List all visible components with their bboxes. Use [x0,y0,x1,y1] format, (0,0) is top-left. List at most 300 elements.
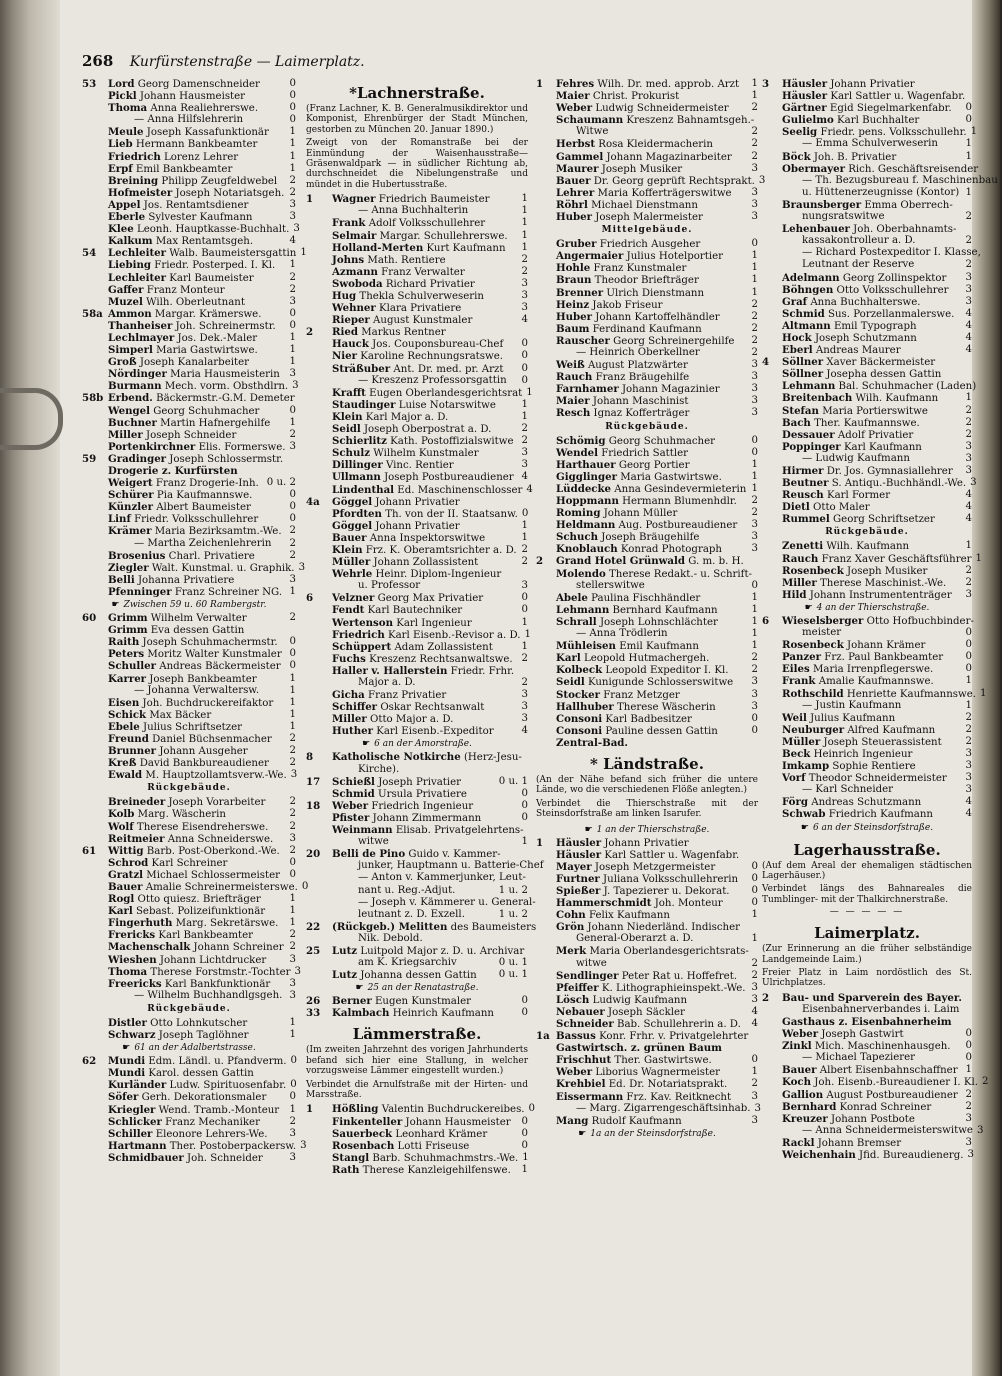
floor-number: 1 [751,90,758,102]
entry-text [782,429,962,441]
surname: Lindenthal [332,483,395,496]
entry-detail: Joseph Taglöhner [158,1030,249,1042]
directory-entry [82,344,296,356]
floor-number: 0 u. 1 [498,957,528,969]
directory-entry [762,392,972,404]
house-number [536,495,556,507]
surname: Lehrer [556,186,595,199]
surname: Merk [556,945,587,958]
house-number [306,725,332,737]
house-number [306,629,332,641]
house-number [762,577,782,589]
house-number [762,1137,782,1149]
entry-text [782,175,998,187]
entry-text [332,520,518,532]
entry-text [782,784,962,796]
pointing-hand-icon: ☛ [122,1043,131,1054]
floor-number: 3 [521,459,528,471]
directory-entry [762,380,977,393]
floor-number: 3 [289,295,296,307]
surname: Böck [782,150,811,163]
entry-detail: Joseph Postbureaudiener [384,472,514,484]
floor-number: 0 [521,1139,528,1151]
directory-entry [536,138,758,150]
floor-number: 2 [289,174,296,186]
entry-detail: Peter Rat u. Hoffefret. [621,970,738,982]
house-number [536,447,556,459]
entry-text [108,978,286,990]
house-number [762,1004,782,1016]
entry-text [332,375,518,387]
entry-detail: Otto Volksschullehrer [836,284,949,296]
entry-continuation [762,235,972,247]
surname: Hirmer [782,465,824,477]
entry-detail: Leonh. Hauptkasse-Buchhalt. [136,224,290,236]
surname: Grand Hotel Grünwald [556,555,686,568]
floor-number: 1 [521,836,528,848]
street-description: (Auf dem Areal der ehemaligen städtischen Lagerhäuser.) [762,860,972,881]
surname: Gradinger [108,452,167,465]
surname: Rackl [782,1136,815,1149]
entry-detail: Xaver Bäckermeister [826,357,936,369]
floor-number: 2 [751,1078,758,1090]
street-heading: * Ländstraße. [590,754,704,773]
surname: Swoboda [332,277,383,290]
pointing-hand-icon: ☛ [355,983,364,994]
house-number [306,350,332,362]
floor-number [974,615,978,627]
floor-number [526,872,530,884]
surname: Schießl [332,775,375,788]
directory-entry [82,869,296,881]
entry-detail: Philipp Zeugfeldwebel [161,175,278,187]
entry-detail: Bernhard Kaufmann [612,604,718,616]
house-number [536,982,556,994]
entry-detail: u. Professor [358,580,421,592]
entry-detail: Emil Typograph [833,320,917,332]
house-number [762,1101,782,1113]
floor-number: 4 [965,331,972,343]
floor-number: 4 [526,483,533,495]
floor-number: 2 [521,556,528,568]
directory-entry [536,897,758,909]
directory-entry [536,383,758,395]
directory-entry [536,187,758,199]
directory-entry [536,90,758,102]
surname: Rosenbeck [782,564,844,577]
surname: Belli [108,573,135,586]
house-number [82,114,108,126]
floor-number: 1 [751,458,758,470]
house-number [762,380,782,392]
house-number [536,701,556,713]
entry-detail: Johanna dessen Gattin [360,970,477,982]
house-number [306,677,332,689]
house-number [82,163,108,175]
house-number [536,604,556,616]
house-number [536,1042,556,1054]
directory-entry [82,175,296,187]
entry-continuation [762,259,972,271]
entry-text [332,205,518,217]
directory-entry [82,1139,307,1152]
entry-text [782,272,962,284]
surname: Bach [782,416,811,429]
corner-note-text: Zwischen 59 u. 60 Rambergstr. [123,600,267,611]
entry-detail: Markus Rentner [361,327,446,339]
surname: Göggel [332,519,373,532]
entry-text [108,405,286,417]
floor-number: 0 u. 2 [266,477,296,489]
entry-detail: — Anna Buchhalterin [358,205,469,217]
floor-number: 2 [965,723,972,735]
floor-number: 0 [289,660,296,672]
house-number [82,1128,108,1140]
floor-number: 2 [965,404,972,416]
entry-detail: Maria Gastwirtswe. [620,471,722,483]
entry-continuation [762,187,972,199]
entry-detail: des Baumeisters [450,921,537,933]
directory-entry [82,332,296,344]
surname: Seidl [332,423,361,436]
floor-number: 3 [289,1127,296,1139]
directory-entry [762,272,972,284]
house-number [306,363,332,375]
entry-detail: Kirche). [358,763,400,775]
house-number [762,405,782,417]
entry-text [108,1079,286,1091]
entry-detail: Sebast. Polizeifunktionär [135,906,266,918]
floor-number: 3 [751,198,758,210]
entry-text [556,737,754,749]
floor-number [754,555,758,567]
entry-detail: Albert Eisenbahnschaffner [819,1065,958,1077]
surname: Gammel [556,150,604,163]
surname: Hauck [332,338,369,351]
entry-continuation [762,700,972,712]
directory-entry [536,287,758,299]
floor-number: 3 [292,380,299,392]
surname: Frericks [108,929,156,942]
directory-entry [762,772,972,784]
entry-detail: Emil Kaufmann [619,641,699,653]
surname: Mayer [556,860,592,873]
floor-number: 3 [751,700,758,712]
directory-entry [536,323,758,335]
entry-text [782,441,962,453]
entry-detail: Otto Maler [813,502,870,514]
entry-text [332,653,518,665]
surname: Harthauer [556,458,616,471]
floor-number: 3 [521,713,528,725]
house-number [82,187,108,199]
entry-text [108,102,286,114]
house-number [82,102,108,114]
directory-entry [536,849,758,861]
house-number [762,235,782,247]
house-number [82,685,108,697]
surname: Breineder [108,796,166,809]
corner-note [536,1127,758,1141]
entry-detail: Jos. Couponsbureau-Chef [372,339,504,351]
entry-text [108,90,286,102]
section-heading: Rückgebäude. [147,1003,231,1014]
directory-entry [536,78,758,90]
entry-detail: Therese Maschinist.-We. [820,577,947,589]
surname: Haller v. Hallerstein [332,664,448,677]
house-number [82,990,108,1002]
house-number: 22 [306,920,321,933]
floor-number: 0 [965,627,972,639]
floor-number: 1 [751,262,758,274]
house-number: 1 [536,78,544,90]
house-number [762,565,782,577]
directory-entry [82,757,296,769]
surname: Thanheiser [108,319,173,332]
entry-text [782,90,968,102]
entry-text [108,477,263,489]
floor-number: 0 [521,350,528,362]
entry-detail: Anna Schneiderswe. [167,833,274,845]
surname: Schierlitz [332,435,387,448]
directory-entry [82,392,296,404]
floor-number: 3 [289,368,296,380]
surname: Heinz [556,298,590,311]
directory-entry [762,1076,989,1089]
floor-number [981,247,985,259]
entry-text [782,223,968,235]
entry-detail: Friedr. Volksschullehrer [134,514,259,526]
directory-entry [536,1066,758,1078]
house-number [536,287,556,299]
entry-text [782,138,962,150]
directory-entry [82,586,296,598]
house-number [306,242,332,254]
floor-number: 0 [521,1115,528,1127]
house-number [536,909,556,921]
surname: Imkamp [782,760,830,773]
house-number [306,836,332,848]
entry-text [108,296,286,308]
directory-entry [306,824,528,836]
entry-detail: Karl Badbesitzer [605,713,692,725]
entry-continuation [762,138,972,150]
surname: Pfordten [332,507,382,520]
surname: Seelig [782,126,818,139]
surname: Brunner [108,745,157,758]
directory-entry [536,459,758,471]
entry-detail: Konrad Schreiner [839,1101,932,1113]
floor-number [754,945,758,957]
surname: Hallhuber [556,700,614,713]
surname: Frank [332,217,366,230]
house-number [82,1029,108,1041]
floor-number: 1 [970,126,978,138]
directory-entry [82,1091,296,1103]
entry-detail: Karl Sattler u. Wagenfabr. [830,91,966,103]
entry-detail: Pia Kaufmannswe. [156,490,253,502]
entry-text [332,266,518,278]
directory-entry [306,751,528,763]
floor-number [968,78,972,90]
entry-text [782,102,962,114]
corner-note [306,981,528,995]
house-number [762,344,782,356]
floor-number: 2 [965,416,972,428]
directory-entry [536,211,758,223]
house-number [762,688,782,700]
entry-text [782,589,962,601]
entry-detail: meister [802,627,842,639]
entry-text [108,1091,286,1103]
floor-number: 3 [294,965,301,977]
entry-detail: — Heinrich Oberkellner [576,346,700,358]
floor-number: 1 [751,1066,758,1078]
surname: Wieselsberger [782,614,864,627]
floor-number: 2 [751,310,758,322]
entry-detail: Eisenbahnerverbandes i. Laim [802,1003,960,1015]
entry-text [332,447,518,459]
directory-entry [306,266,528,278]
surname: Drogerie z. Kurfürsten [108,465,238,477]
directory-entry [536,299,758,311]
surname: Friedrich [108,150,161,163]
floor-number [524,326,528,338]
surname: Ammon [108,307,152,320]
surname: Mang [556,1114,589,1127]
entry-detail: Wilhelm Verwalter [150,613,247,625]
entry-text [332,1116,518,1128]
directory-entry [536,262,758,274]
house-number [762,772,782,784]
floor-number [754,849,758,861]
entry-text [556,849,754,861]
floor-number [968,368,972,380]
floor-number: 3 [751,211,758,223]
directory-entry [82,697,296,709]
entry-detail: Andreas Bäckermeister [159,661,281,673]
entry-text [782,1052,962,1064]
directory-entry [536,885,758,897]
surname: Häusler [782,78,828,90]
entry-detail: Friedrich Baumeister [378,194,490,206]
surname: Adelmann [782,271,840,284]
house-number [536,958,556,970]
entry-detail: Andreas Maurer [815,345,901,357]
floor-number: 0 [751,712,758,724]
floor-number: 2 [289,537,296,549]
house-number [762,284,782,296]
floor-number: 3 [965,283,972,295]
floor-number [968,223,972,235]
entry-detail: Friedr. Frhr. [450,665,515,677]
floor-number: 1 [751,274,758,286]
entry-continuation [536,1102,761,1115]
floor-number: 2 [521,652,528,664]
floor-number: 1 [289,1029,296,1041]
directory-entry [306,532,528,544]
entry-detail: Rosa Kleidermacherin [598,139,713,151]
house-number [536,652,556,664]
entry-detail: Georg Schuhmacher [153,405,260,417]
surname: Linf [108,513,131,526]
directory-entry [82,733,296,745]
house-number [762,760,782,772]
entry-text [108,796,286,808]
entry-text [556,90,748,102]
entry-detail: Barb. Post-Oberkond.-We. [146,845,280,857]
house-number: 17 [306,775,321,788]
surname: Azmann [332,265,378,278]
house-number [82,1152,108,1164]
directory-entry [82,1067,296,1079]
house-number [82,284,108,296]
entry-text [782,308,962,320]
entry-detail: Wilh. Oberleutnant [146,296,245,308]
directory-entry [82,525,296,537]
surname: Selmair [332,229,377,242]
directory-entry [306,920,537,933]
entry-detail: Julius Kaufmann [810,712,896,724]
surname: Heldmann [556,519,616,532]
house-number [762,1064,782,1076]
entry-text [782,114,962,126]
entry-text [556,262,748,274]
entry-detail: Marg. Sekretärswe. [175,918,279,930]
floor-number: 1 [521,410,528,422]
entry-detail: Therese Wäscherin [617,701,716,713]
entry-detail: Joseph Musiker [847,565,928,577]
directory-entry [306,1128,528,1140]
floor-number: 2 [289,1115,296,1127]
directory-entry [762,1089,972,1101]
entry-text [108,126,286,138]
house-number [82,917,108,929]
floor-number: 2 [289,283,296,295]
floor-number: 2 [521,435,528,447]
entry-text [556,495,748,507]
floor-number: 2 [289,549,296,561]
floor-number: 1 [521,1163,528,1175]
surname: Altmann [782,319,831,332]
floor-number: 3 [289,440,296,452]
floor-number: 3 [751,359,758,371]
floor-number: 3 [289,198,296,210]
house-number [82,721,108,733]
entry-text [332,326,524,338]
house-number [82,673,108,685]
surname: Freund [108,732,149,745]
surname: Finkenteller [332,1115,403,1128]
entry-text [556,543,748,555]
surname: Freericks [108,977,162,990]
floor-number: 2 [289,757,296,769]
street-description: Verbindet längs des Bahnareales die Tumblinger- mit der Thalkirchnerstraße. [762,884,972,905]
house-number [82,1017,108,1029]
surname: Mundi [108,1067,146,1080]
entry-text [108,163,286,175]
entry-text [782,688,976,700]
surname: Cohn [556,909,586,922]
entry-text [332,1103,525,1115]
house-number [762,429,782,441]
floor-number: 0 [521,995,528,1007]
house-number [306,375,332,387]
house-number [82,332,108,344]
surname: Reusch [782,489,824,502]
house-number [82,757,108,769]
house-number [536,580,556,592]
